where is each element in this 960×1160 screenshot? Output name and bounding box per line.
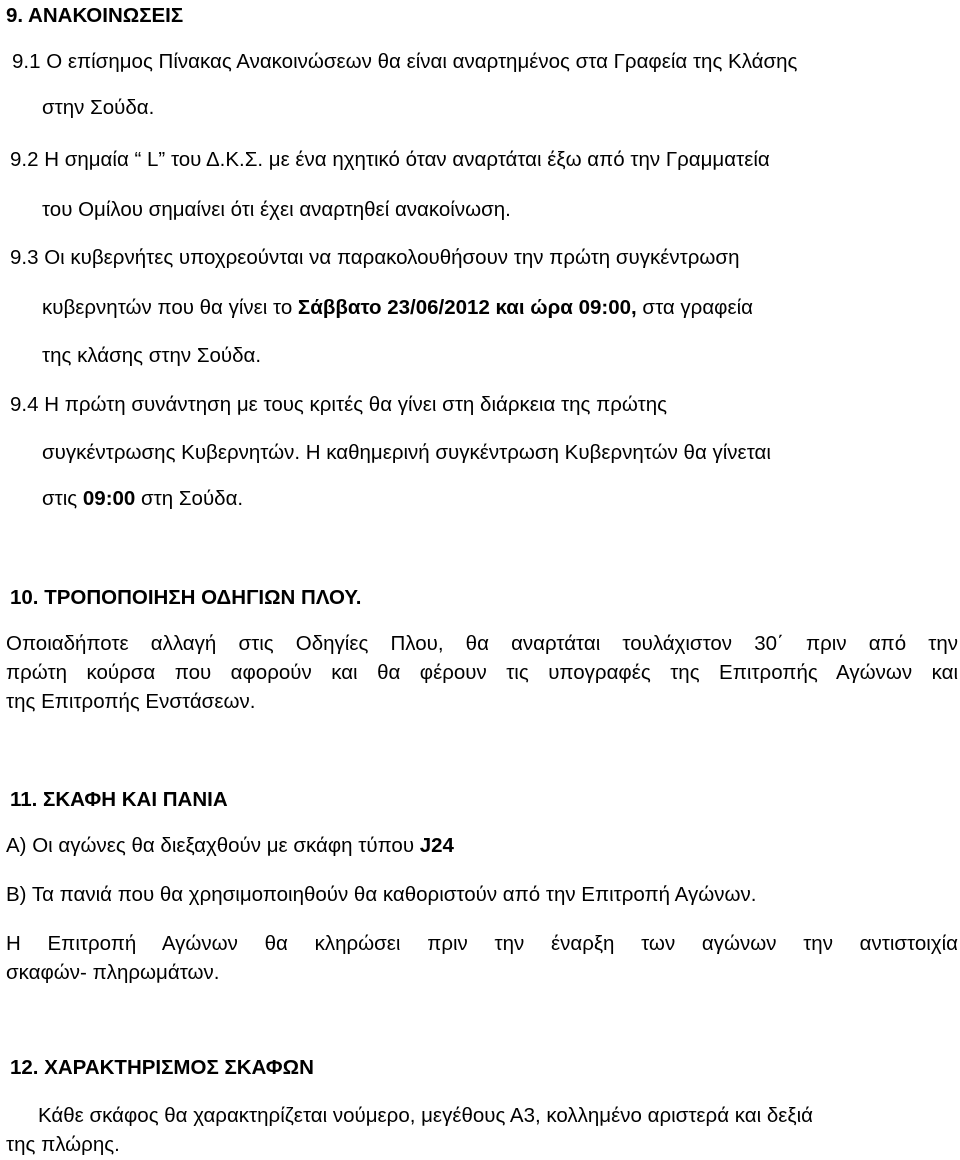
section-11-line-c2: σκαφών- πληρωμάτων.	[6, 961, 220, 984]
item-9-2-line-2: του Ομίλου σημαίνει ότι έχει αναρτηθεί ανακοίνωση.	[42, 198, 511, 221]
meeting-date-time: Σάββατο 23/06/2012 και ώρα 09:00,	[297, 296, 637, 319]
item-9-1-line-2: στην Σούδα.	[42, 96, 155, 119]
item-9-3-text: κυβερνητών που θα γίνει το	[42, 296, 298, 319]
section-10-heading: 10. ΤΡΟΠΟΠΟΙΗΣΗ ΟΔΗΓΙΩΝ ΠΛΟΥ.	[10, 586, 362, 609]
item-9-3-line-3: της κλάσης στην Σούδα.	[42, 344, 262, 367]
section-11-item-b: Β) Τα πανιά που θα χρησιμοποιηθούν θα καθοριστούν από την Επιτροπή Αγώνων.	[6, 883, 757, 906]
section-11-item-a	[6, 834, 454, 858]
item-9-1-line-1: 9.1 Ο επίσημος Πίνακας Ανακοινώσεων θα είναι αναρτημένος στα Γραφεία της Κλάσης	[12, 50, 798, 73]
item-9-4-text: στις	[42, 487, 83, 510]
section-10-line-2: πρώτη κούρσα που αφορούν και θα φέρουν τις υπογραφές της Επιτροπής Αγώνων και	[6, 661, 958, 684]
section-11-heading: 11. ΣΚΑΦΗ ΚΑΙ ΠΑΝΙΑ	[10, 788, 228, 811]
item-9-2-line-1: 9.2 Η σημαία “ L” του Δ.Κ.Σ. με ένα ηχητικό όταν αναρτάται έξω από την Γραμματεία	[10, 148, 770, 171]
item-9-3-line-2	[42, 296, 753, 320]
item-9-3-text-end: στα γραφεία	[636, 296, 754, 319]
section-10-line-1: Οποιαδήποτε αλλαγή στις Οδηγίες Πλου, θα αναρτάται τουλάχιστον 30΄ πριν από την	[6, 632, 958, 655]
section-11-line-c1: Η Επιτροπή Αγώνων θα κληρώσει πριν την έναρξη των αγώνων την αντιστοιχία	[6, 932, 958, 955]
item-9-4-line-2: συγκέντρωσης Κυβερνητών. Η καθημερινή συγκέντρωση Κυβερνητών θα γίνεται	[42, 441, 771, 464]
section-12-line-1: Κάθε σκάφος θα χαρακτηρίζεται νούμερο, μεγέθους Α3, κολλημένο αριστερά και δεξιά	[38, 1104, 813, 1127]
item-9-3-line-1: 9.3 Οι κυβερνήτες υποχρεούνται να παρακολουθήσουν την πρώτη συγκέντρωση	[10, 246, 740, 269]
item-9-4-line-3	[42, 487, 243, 511]
boat-type: J24	[419, 834, 454, 857]
item-9-4-line-1: 9.4 Η πρώτη συνάντηση με τους κριτές θα γίνει στη διάρκεια της πρώτης	[10, 393, 667, 416]
section-10-line-3: της Επιτροπής Ενστάσεων.	[6, 690, 256, 713]
section-12-heading: 12. ΧΑΡΑΚΤΗΡΙΣΜΟΣ ΣΚΑΦΩΝ	[10, 1056, 314, 1079]
item-a-text: Α) Οι αγώνες θα διεξαχθούν με σκάφη τύπου	[6, 834, 420, 857]
daily-meeting-time: 09:00	[82, 487, 136, 510]
item-9-4-text-end: στη Σούδα.	[135, 487, 244, 510]
section-9-heading: 9. ΑΝΑΚΟΙΝΩΣΕΙΣ	[6, 4, 184, 27]
section-12-line-2: της πλώρης.	[6, 1133, 120, 1156]
